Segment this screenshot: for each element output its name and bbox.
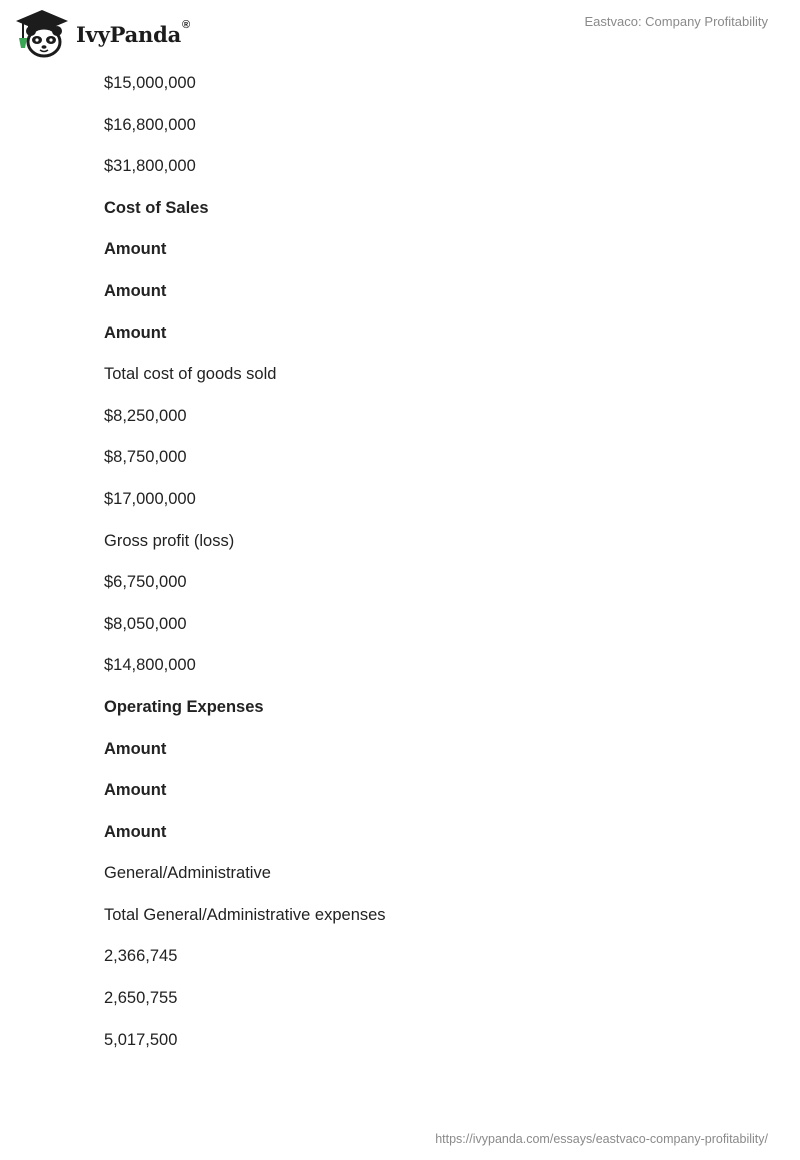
section-heading-cost-of-sales: Cost of Sales <box>104 198 209 217</box>
text-line-9: $8,250,000 <box>104 406 187 425</box>
row-label-total-ga-expenses: Total General/Administrative expenses <box>104 905 386 924</box>
text-line-11: $17,000,000 <box>104 489 196 508</box>
document-title: Eastvaco: Company Profitability <box>584 14 768 29</box>
column-heading-amount: Amount <box>104 822 167 841</box>
text-line-23: 2,650,755 <box>104 989 178 1008</box>
row-label-general-administrative: General/Administrative <box>104 864 271 883</box>
column-heading-amount: Amount <box>104 323 167 342</box>
page-header <box>0 0 800 64</box>
text-line-22: 2,366,745 <box>104 947 178 966</box>
column-heading-amount: Amount <box>104 281 167 300</box>
brand-name: IvyPanda® <box>76 18 190 47</box>
text-line-13: $6,750,000 <box>104 573 187 592</box>
text-line-10: $8,750,000 <box>104 448 187 467</box>
text-line-2: $16,800,000 <box>104 115 196 134</box>
document-body <box>104 70 744 1068</box>
column-heading-amount: Amount <box>104 240 167 259</box>
column-heading-amount: Amount <box>104 781 167 800</box>
text-line-14: $8,050,000 <box>104 614 187 633</box>
text-line-3: $31,800,000 <box>104 157 196 176</box>
source-url-link[interactable]: https://ivypanda.com/essays/eastvaco-company-profitability/ <box>435 1132 768 1146</box>
text-line-15: $14,800,000 <box>104 656 196 675</box>
column-heading-amount: Amount <box>104 739 167 758</box>
section-heading-operating-expenses: Operating Expenses <box>104 697 264 716</box>
text-line-24: 5,017,500 <box>104 1030 178 1049</box>
row-label-gross-profit: Gross profit (loss) <box>104 531 235 550</box>
row-label-total-cogs: Total cost of goods sold <box>104 365 277 384</box>
text-line-1: $15,000,000 <box>104 74 196 92</box>
brand-logo[interactable] <box>14 8 190 58</box>
registered-mark: ® <box>182 18 190 31</box>
panda-graduate-logo-icon <box>14 8 70 58</box>
